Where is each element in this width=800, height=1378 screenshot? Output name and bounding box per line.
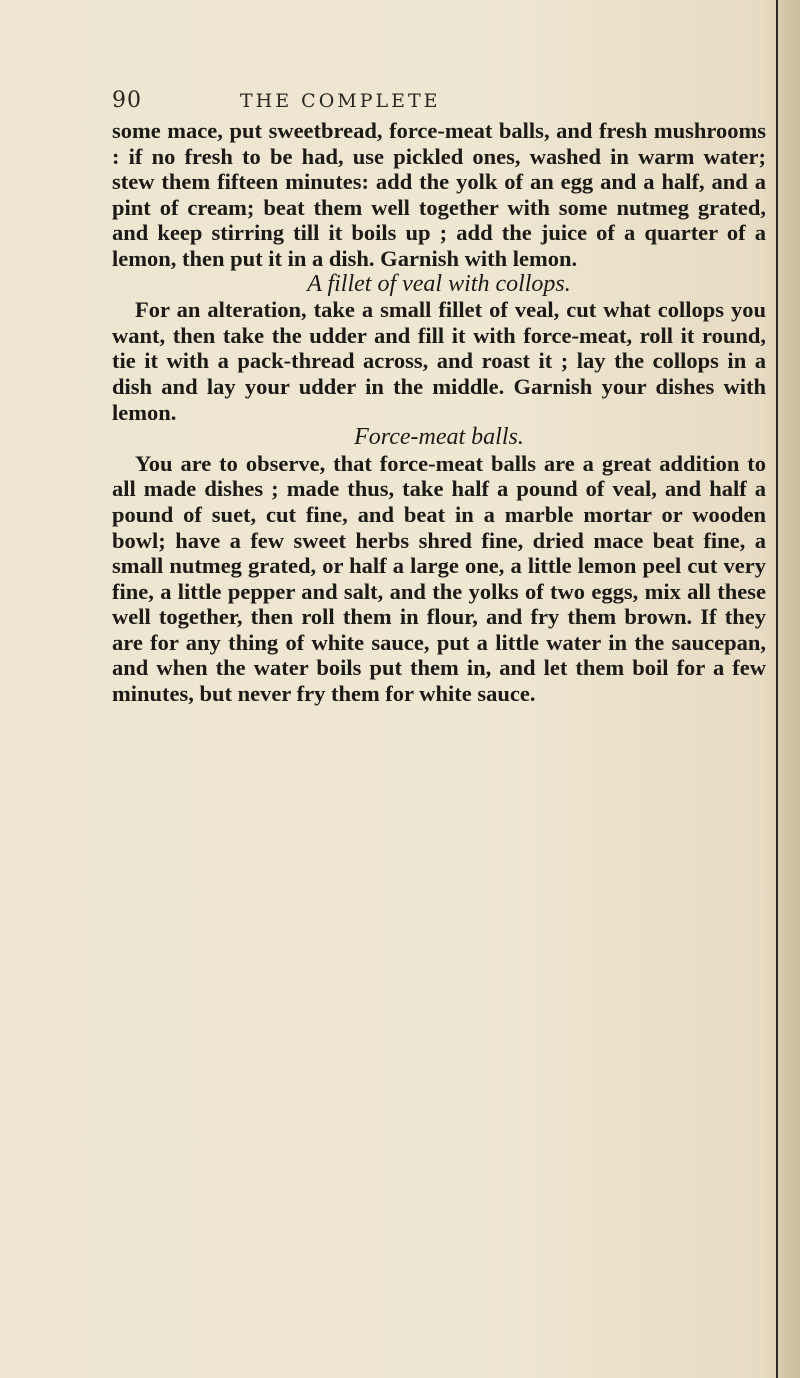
page-body bbox=[112, 118, 766, 707]
binding-gutter bbox=[776, 0, 800, 1378]
page-number: 90 bbox=[112, 88, 142, 113]
section-heading-fillet-of-veal: A fillet of veal with collops. bbox=[307, 270, 571, 297]
page-header bbox=[112, 88, 560, 118]
section-text-force-meat-balls: You are to observe, that force-meat balls are a great addition to all made dishes ; made thus, take half a pound of veal, and half a pound of suet, cut fine, and beat in a marble mortar or wooden bowl; have a few sweet herbs shred fine, dried mace beat fine, a small nutmeg grated, or half a large one, a little lemon peel cut very fine, a little pepper and salt, and the yolks of two eggs, mix all these well together, then roll them in flour, and fry them brown. If they are for any thing of white sauce, put a little water in the saucepan, and when the water boils put them in, and let them boil for a few minutes, but never fry them for white sauce. bbox=[112, 450, 766, 707]
section-text-fillet-of-veal: For an alteration, take a small fillet of veal, cut what collops you want, then take the udder and fill it with force-meat, roll it round, tie it with a pack-thread across, and roast it ; lay the collops in a dish and lay your udder in the middle. Garnish your dishes with lemon. bbox=[112, 297, 766, 425]
continued-paragraph: some mace, put sweetbread, force-meat balls, and fresh mushrooms : if no fresh to be had, use pickled ones, washed in warm water; stew them fifteen minutes: add the yolk of an egg and a half, and a pint of cream; beat them well together with some nutmeg grated, and keep stirring till it boils up ; add the juice of a quarter of a lemon, then put it in a dish. Garnish with lemon. bbox=[112, 118, 766, 271]
section-heading-force-meat-balls: Force-meat balls. bbox=[354, 424, 524, 451]
running-head: THE COMPLETE bbox=[240, 90, 441, 112]
